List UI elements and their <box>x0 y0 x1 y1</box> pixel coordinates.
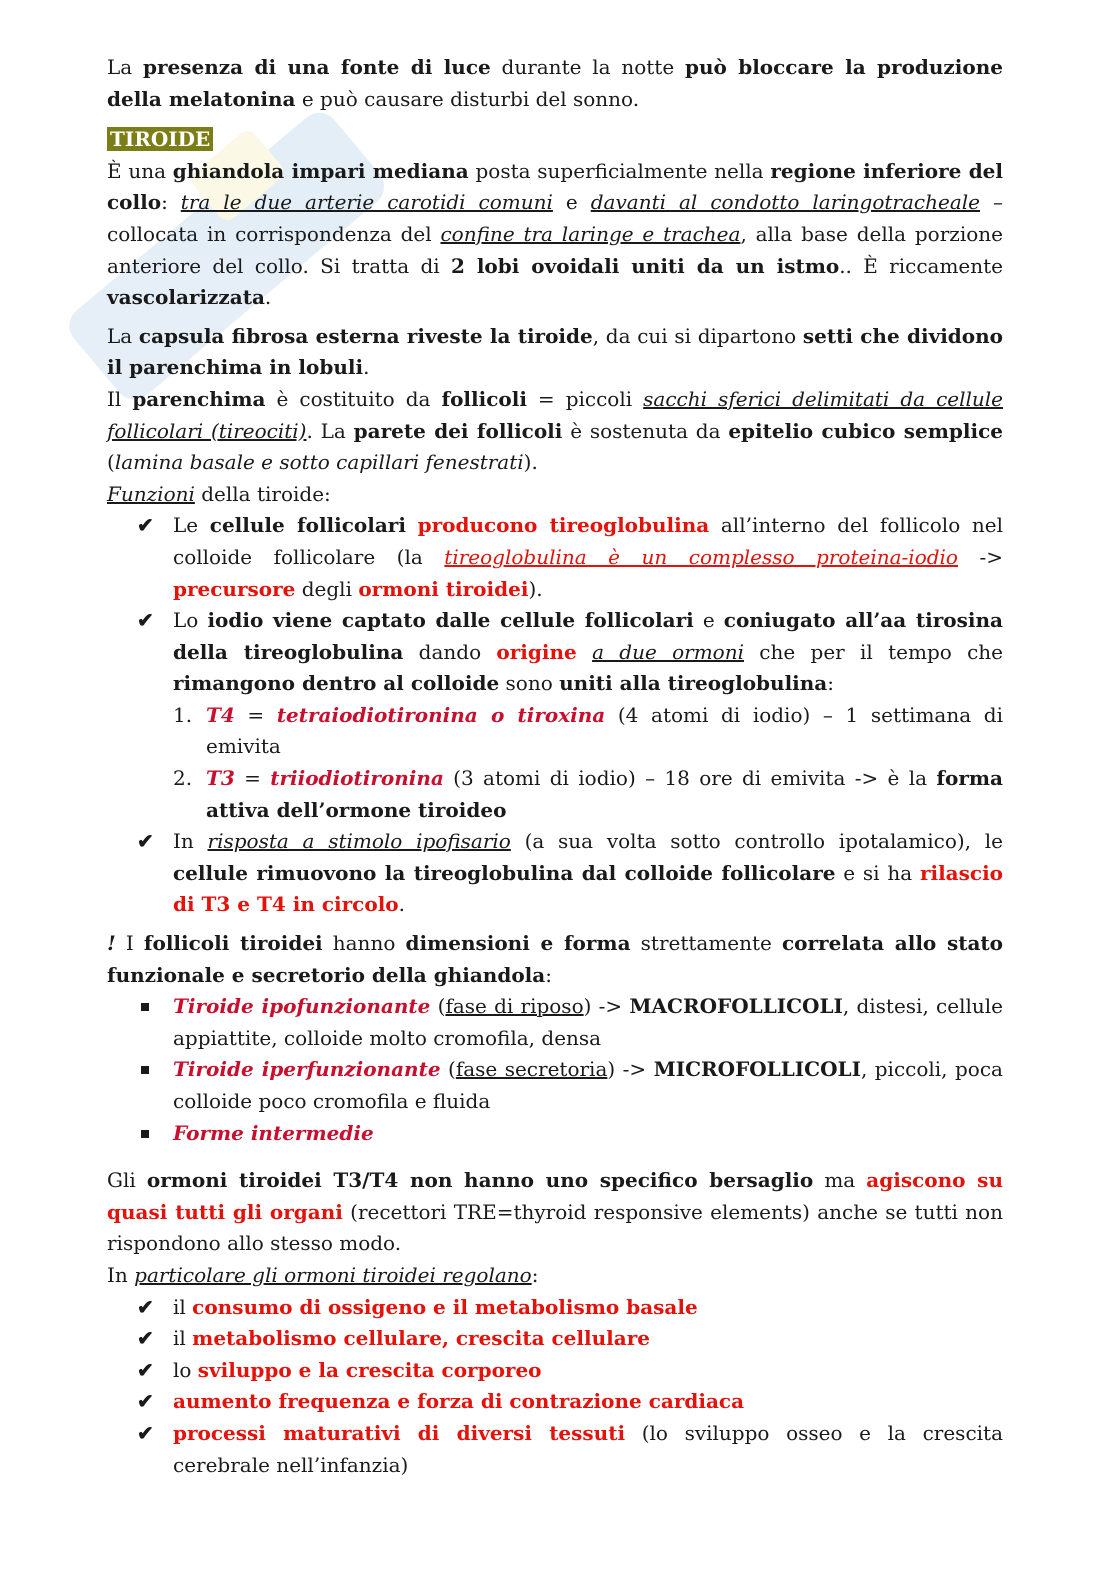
square-bullet-icon <box>141 1130 149 1138</box>
text <box>577 640 592 664</box>
hormone-item-t3 <box>173 763 1003 826</box>
bold-text: ormoni tiroidei T3/T4 non hanno uno specifico bersaglio <box>146 1168 814 1193</box>
paragraph-anatomia <box>107 156 1003 314</box>
red-italic-text: Tiroide ipofunzionante <box>173 994 431 1019</box>
red-text: origine <box>496 639 577 664</box>
text: Lo <box>173 608 208 633</box>
bold-text: 2 lobi ovoidali uniti da un istmo <box>450 253 840 278</box>
hormones-list <box>173 700 1003 826</box>
list-item <box>107 510 1003 605</box>
underlined-text: particolare gli ormoni tiroidei regolano <box>134 1262 532 1287</box>
text: Gli <box>107 1168 147 1193</box>
text: (4 atomi di iodio) – 1 settimana di emivita <box>206 702 1003 759</box>
text: I <box>115 931 144 956</box>
check-icon: ✔ <box>137 1294 154 1319</box>
exclamation-icon: ! <box>107 931 116 956</box>
text: è costituito da <box>265 386 442 411</box>
bold-text: cellule follicolari <box>209 513 406 538</box>
text: -> <box>957 544 1003 569</box>
hormone-item-t4 <box>173 700 1003 763</box>
bold-text: correlata allo stato funzionale e secretorio della ghiandola <box>107 931 1004 987</box>
underlined-text: fase secretoria <box>455 1057 608 1082</box>
check-icon: ✔ <box>137 829 154 854</box>
bold-text: MICROFOLLICOLI <box>653 1057 861 1082</box>
list-number: 1. <box>173 702 193 727</box>
list-item <box>107 1054 1003 1117</box>
red-text: metabolismo cellulare, crescita cellulare <box>192 1326 650 1351</box>
bold-text: iodio viene captato dalle cellule follicolari <box>207 608 694 633</box>
hormone-full-name: triiodiotironina <box>270 766 444 791</box>
functions-list <box>107 510 1003 700</box>
bold-text: presenza di una fonte di luce <box>143 55 491 79</box>
text: In <box>173 829 208 854</box>
functions-list-continued <box>107 826 1003 921</box>
text: (a sua volta sotto controllo ipotalamico), le <box>510 829 1003 854</box>
red-underlined-text: tireoglobulina è un complesso proteina-iodio <box>444 544 958 569</box>
paragraph-capsula <box>107 321 1003 384</box>
text: , distesi, cellule appiattite, colloide molto cromofila, densa <box>173 994 1003 1050</box>
text: : <box>545 962 552 987</box>
text: ( <box>440 1057 456 1082</box>
text: .. È riccamente <box>839 253 1004 278</box>
text: : <box>827 671 835 696</box>
hormone-name: T4 <box>206 702 235 727</box>
underlined-text: fase di riposo <box>445 994 584 1019</box>
text: sono <box>499 671 560 696</box>
red-text: processi maturativi di diversi tessuti <box>173 1420 626 1445</box>
text: La <box>107 55 143 79</box>
text: ma <box>813 1168 867 1193</box>
red-italic-text: Forme intermedie <box>173 1120 374 1145</box>
list-item <box>107 826 1003 921</box>
underlined-text: risposta a stimolo ipofisario <box>207 829 511 854</box>
text: e si ha <box>835 860 920 885</box>
red-text: rilascio di T3 e T4 in circolo <box>173 860 1004 917</box>
text: (3 atomi di iodio) – 18 ore di emivita -> è la <box>443 766 937 791</box>
text: lo <box>173 1357 198 1382</box>
text: della tiroide: <box>194 481 331 506</box>
italic-text: lamina basale e sotto capillari fenestrati <box>114 450 524 475</box>
paragraph-follicoli <box>107 928 1003 991</box>
bold-text: follicoli <box>441 386 527 411</box>
text: degli <box>295 576 359 601</box>
bold-text: setti che dividono il parenchima in lobuli <box>107 323 1004 380</box>
list-item <box>107 605 1003 700</box>
underlined-text: a due ormoni <box>592 639 744 664</box>
regulates-list <box>107 1292 1003 1482</box>
text: , piccoli, poca colloide poco cromofila e fluida <box>173 1057 1003 1113</box>
check-icon: ✔ <box>137 513 154 538</box>
text: il <box>173 1326 193 1351</box>
document-page <box>107 52 1003 1481</box>
paragraph-funzioni-title <box>107 479 1003 511</box>
text: all’interno del follicolo nel colloide follicolare (la <box>173 513 1004 569</box>
text: strettamente <box>630 931 782 956</box>
text: il <box>173 1294 193 1319</box>
text: . <box>363 355 370 380</box>
text: = piccoli <box>526 386 644 411</box>
text: durante la notte <box>490 55 685 79</box>
paragraph-ormoni <box>107 1165 1003 1260</box>
red-text: consumo di ossigeno e il metabolismo basale <box>192 1294 698 1319</box>
underlined-text: tra le due arterie carotidi comuni <box>180 190 553 215</box>
paragraph-regolano-title <box>107 1260 1003 1292</box>
text: : <box>161 190 181 215</box>
text: ). <box>528 576 543 601</box>
bold-text: può bloccare la produzione della melatonina <box>107 55 1003 111</box>
text: È una <box>107 158 173 183</box>
bold-text: vascolarizzata <box>107 285 265 310</box>
text: che per il tempo che <box>744 639 1004 664</box>
bold-text: MACROFOLLICOLI <box>629 994 843 1019</box>
text: ) -> <box>607 1057 654 1082</box>
bold-text: epitelio cubico semplice <box>728 418 1003 443</box>
text: = <box>234 702 277 727</box>
text: Le <box>173 513 210 538</box>
check-icon: ✔ <box>137 1389 154 1414</box>
underlined-text: sacchi sferici delimitati da cellule follicolari (tireociti) <box>107 386 1004 443</box>
text: , alla base della porzione anteriore del collo. Si tratta di <box>107 221 1003 278</box>
text: In <box>107 1262 135 1287</box>
square-bullet-icon <box>141 1003 149 1011</box>
text: . La <box>306 418 354 443</box>
list-number: 2. <box>173 766 193 791</box>
text: e <box>693 608 724 633</box>
underlined-text: confine tra laringe e trachea <box>440 221 741 246</box>
check-icon: ✔ <box>137 1357 154 1382</box>
text: Il <box>107 386 133 411</box>
red-text: aumento frequenza e forza di contrazione cardiaca <box>173 1389 745 1414</box>
text: . <box>264 285 272 310</box>
text: e può causare disturbi del sonno. <box>295 86 640 111</box>
red-italic-text: Tiroide iperfunzionante <box>173 1057 441 1082</box>
text: ) -> <box>583 994 630 1019</box>
hormone-name: T3 <box>206 766 235 791</box>
text: ). <box>523 450 538 475</box>
text: , da cui si dipartono <box>592 323 803 348</box>
bold-text: follicoli tiroidei <box>143 931 323 956</box>
text: (lo sviluppo osseo e la crescita cerebrale nell’infanzia) <box>173 1420 1004 1477</box>
list-item <box>107 1386 1003 1418</box>
section-heading: TIROIDE <box>107 127 213 151</box>
red-text: agiscono su quasi tutti gli organi <box>107 1168 1003 1224</box>
text: e <box>552 190 591 215</box>
square-bullet-icon <box>141 1066 149 1074</box>
bold-text: dimensioni e forma <box>405 931 631 956</box>
text <box>406 513 418 537</box>
bold-text: forma attiva dell’ormone tiroideo <box>206 766 1003 822</box>
hormone-full-name: tetraiodiotironina o tiroxina <box>276 702 606 727</box>
text: . <box>398 892 405 917</box>
text: = <box>234 766 271 791</box>
hormones-list-wrapper <box>107 700 1003 826</box>
check-icon: ✔ <box>137 1326 154 1351</box>
check-icon: ✔ <box>137 1420 154 1445</box>
red-text: precursore <box>173 576 296 601</box>
underlined-text: davanti al condotto laringotracheale <box>590 190 980 215</box>
states-list <box>107 991 1003 1149</box>
check-icon: ✔ <box>137 608 154 633</box>
paragraph-melatonina <box>107 52 1003 115</box>
text: hanno <box>322 931 406 956</box>
list-item <box>107 1418 1003 1481</box>
bold-text: cellule rimuovono la tireoglobulina dal colloide follicolare <box>173 860 836 885</box>
red-text: producono tireoglobulina <box>417 513 710 538</box>
bold-text: uniti alla tireoglobulina <box>559 671 828 696</box>
bold-text: rimangono dentro al colloide <box>173 671 500 696</box>
text: ( <box>107 450 115 475</box>
underlined-text: Funzioni <box>107 481 195 506</box>
list-item <box>107 1323 1003 1355</box>
text: è sostenuta da <box>562 418 729 443</box>
red-text: ormoni tiroidei <box>358 576 529 601</box>
bold-text: regione inferiore del collo <box>107 158 1004 215</box>
text: posta superficialmente nella <box>468 158 771 183</box>
list-item <box>107 1292 1003 1324</box>
bold-text: coniugato all’aa tirosina della tireoglobulina <box>173 608 1004 664</box>
text: dando <box>403 639 497 664</box>
list-item <box>107 1118 1003 1150</box>
bold-text: parenchima <box>132 386 266 411</box>
text: : <box>531 1262 539 1287</box>
list-item <box>107 991 1003 1054</box>
text: ( <box>430 994 446 1019</box>
text: La <box>107 323 139 348</box>
list-item <box>107 1355 1003 1387</box>
paragraph-parenchima <box>107 384 1003 479</box>
text: – collocata in corrispondenza del <box>107 190 1003 246</box>
red-text: sviluppo e la crescita corporeo <box>197 1357 542 1382</box>
bold-text: ghiandola impari mediana <box>172 158 469 183</box>
bold-text: capsula fibrosa esterna riveste la tiroide <box>138 323 593 348</box>
text: (recettori TRE=thyroid responsive elements) anche se tutti non rispondono allo stesso modo. <box>107 1199 1003 1256</box>
bold-text: parete dei follicoli <box>353 418 563 443</box>
